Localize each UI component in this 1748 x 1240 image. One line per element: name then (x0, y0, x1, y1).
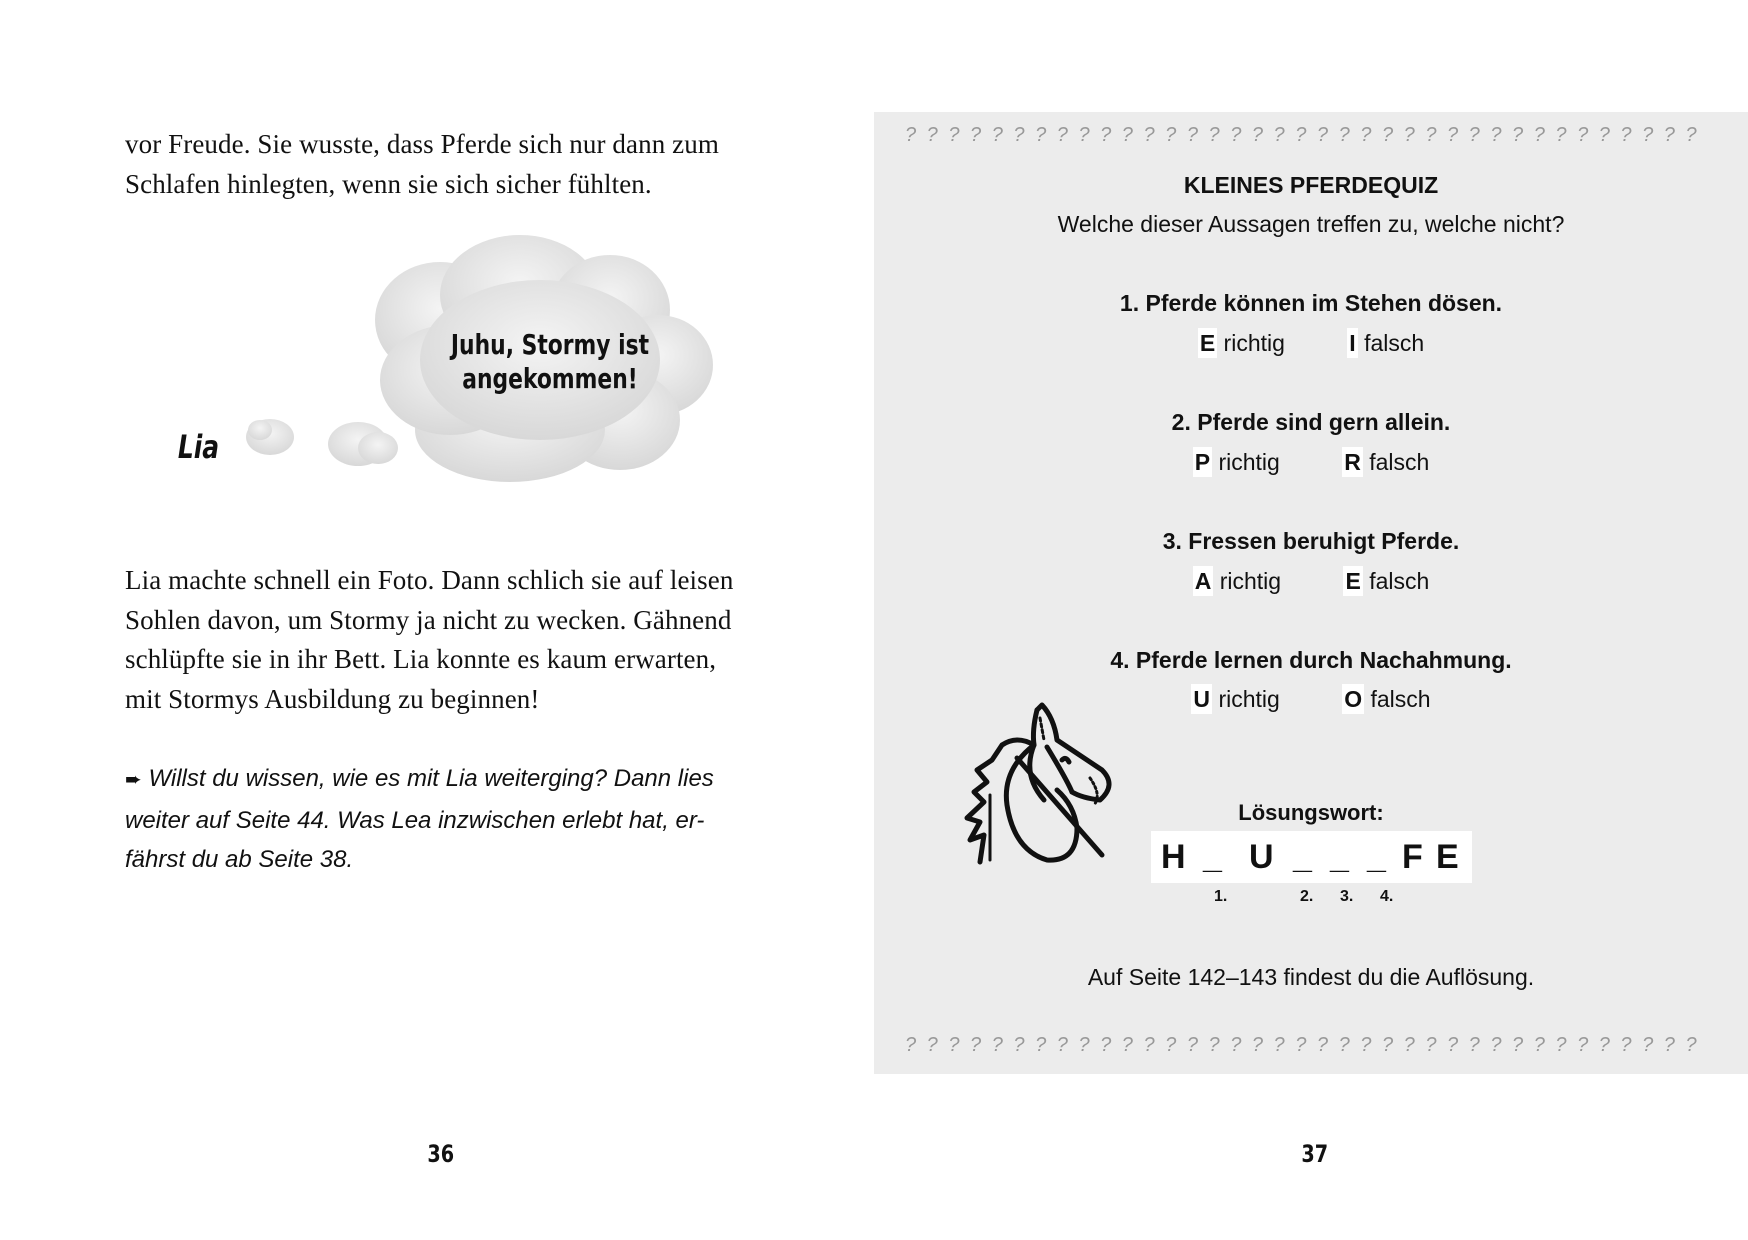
question-4: 4. Pferde lernen durch Nachahmung. (1110, 647, 1512, 673)
option-letter: P (1194, 449, 1211, 475)
text-line: Sohlen davon, um Stormy ja nicht zu wecken. Gähnend (125, 604, 732, 635)
option-true[interactable] (1198, 330, 1285, 357)
option-label: richtig (1218, 686, 1280, 712)
option-label: richtig (1223, 330, 1285, 356)
option-label: richtig (1218, 449, 1280, 475)
option-label: richtig (1219, 568, 1282, 594)
option-letter: A (1194, 568, 1212, 594)
solution-char: H (1161, 838, 1186, 876)
paragraph-2 (125, 561, 765, 719)
paragraph-1 (125, 125, 765, 204)
solution-blank-1[interactable]: _ (1203, 838, 1222, 876)
thought-line: Juhu, Stormy ist (450, 328, 650, 361)
solution-blank-4[interactable]: _ (1367, 838, 1386, 876)
option-letter: E (1345, 568, 1361, 594)
text-line: vor Freude. Sie wusste, dass Pferde sich nur dann zum (125, 129, 719, 159)
thought-bubble-text (449, 328, 652, 396)
question-1: 1. Pferde können im Stehen dösen. (1119, 290, 1503, 316)
blank-number: 2. (1300, 888, 1314, 905)
question-2: 2. Pferde sind gern allein. (1171, 409, 1451, 435)
answers-3 (874, 568, 1748, 595)
blank-number: 1. (1214, 888, 1228, 905)
solution-blank-3[interactable]: _ (1330, 838, 1349, 876)
option-letter: I (1349, 330, 1356, 356)
text-line: weiter auf Seite 44. Was Lea inzwischen erlebt hat, er- (125, 806, 705, 834)
text-line: Willst du wissen, wie es mit Lia weiterging? Dann lies (148, 765, 714, 792)
page-number: 37 (1301, 1140, 1329, 1168)
option-false[interactable] (1342, 449, 1429, 476)
arrow-icon: ➨ (125, 769, 142, 791)
question-3: 3. Fressen beruhigt Pferde. (1162, 528, 1460, 554)
option-letter: U (1193, 686, 1211, 712)
option-label: falsch (1370, 686, 1431, 712)
solution-blank-2[interactable]: _ (1293, 838, 1312, 876)
option-true[interactable] (1193, 568, 1281, 595)
option-false[interactable] (1342, 686, 1430, 713)
question-mark-border-bottom: ? ? ? ? ? ? ? ? ? ? ? ? ? ? ? ? ? ? ? ? ? ? ? ? ? ? ? ? ? ? ? ? ? ? ? ? ? (905, 1034, 1700, 1056)
option-false[interactable] (1347, 330, 1424, 357)
option-label: falsch (1369, 568, 1430, 594)
answers-1 (874, 330, 1748, 357)
text-line: schlüpfte sie in ihr Bett. Lia konnte es kaum erwarten, (125, 644, 717, 674)
solution-char: U (1249, 838, 1274, 876)
solution-char: E (1436, 838, 1459, 876)
text-line: fährst du ab Seite 38. (125, 846, 354, 873)
quiz-panel (874, 112, 1748, 1074)
option-letter: R (1344, 449, 1361, 475)
solution-char: F (1402, 838, 1423, 876)
answer-hint: Auf Seite 142–143 findest du die Auflösung. (1087, 964, 1535, 990)
option-letter: E (1199, 330, 1216, 356)
question-mark-border-top: ? ? ? ? ? ? ? ? ? ? ? ? ? ? ? ? ? ? ? ? ? ? ? ? ? ? ? ? ? ? ? ? ? ? ? ? ? (905, 124, 1700, 146)
blank-number: 3. (1340, 888, 1354, 905)
option-false[interactable] (1343, 568, 1429, 595)
quiz-title: KLEINES PFERDEQUIZ (1183, 172, 1439, 198)
blank-number: 4. (1380, 888, 1394, 905)
horse-head-icon (962, 700, 1127, 875)
continuation-note (125, 759, 765, 880)
quiz-subtitle: Welche dieser Aussagen treffen zu, welche nicht? (1057, 211, 1565, 237)
thought-line: angekommen! (462, 362, 638, 395)
option-label: falsch (1369, 449, 1430, 475)
option-letter: O (1344, 686, 1363, 712)
answers-2 (874, 449, 1748, 476)
solution-word-box (1151, 831, 1472, 883)
option-true[interactable] (1191, 686, 1279, 713)
option-label: falsch (1364, 330, 1425, 356)
page-number: 36 (427, 1140, 455, 1168)
text-line: mit Stormys Ausbildung zu beginnen! (125, 683, 540, 714)
text-line: Schlafen hinlegten, wenn sie sich sicher fühlten. (125, 168, 652, 199)
option-true[interactable] (1193, 449, 1280, 476)
solution-label: Lösungswort: (1238, 800, 1384, 825)
text-line: Lia machte schnell ein Foto. Dann schlich sie auf leisen (125, 565, 734, 595)
speaker-name: Lia (177, 428, 220, 466)
